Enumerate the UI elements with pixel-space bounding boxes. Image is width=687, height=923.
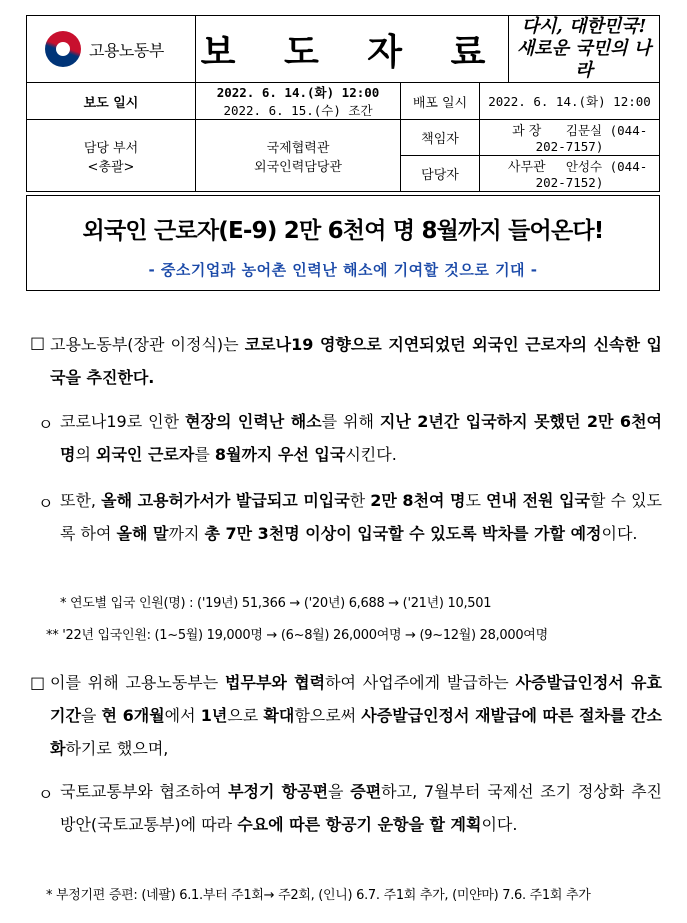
p3-marker: ㅇ bbox=[38, 494, 54, 513]
p2-text-a: 코로나19로 인한 bbox=[60, 412, 186, 431]
subheadline: - 중소기업과 농어촌 인력난 해소에 기여할 것으로 기대 - bbox=[148, 261, 538, 279]
ministry-name: 고용노동부 bbox=[89, 40, 164, 60]
p2-text-c: 를 위해 bbox=[321, 412, 380, 431]
p3-text-i: 까지 bbox=[168, 524, 205, 543]
p3-text-j: 총 7만 3천명 이상이 입국할 수 있도록 박차를 가할 예정 bbox=[204, 524, 602, 543]
p5-text-c: 을 bbox=[328, 782, 351, 801]
headline-box bbox=[26, 195, 660, 291]
p5-text-f: 수요에 따른 항공기 운항을 할 계획 bbox=[237, 815, 482, 834]
p2-text-d: 지난 2년간 입국하지 못했던 2만 6천여 명 bbox=[60, 412, 662, 464]
note-1: * 연도별 입국 인원(명) : ('19년) 51,366 → ('20년) 6,688 → ('21년) 10,501 bbox=[60, 596, 492, 611]
ministry-logo-cell bbox=[27, 16, 196, 83]
p2-text-e: 의 bbox=[75, 445, 97, 464]
p4-text-g: 에서 bbox=[164, 706, 201, 725]
p5-text-e: 하고, 7월부터 국제선 조기 정상화 추진방안(국토교통부)에 따라 bbox=[60, 782, 662, 834]
p4-text-l: 사증발급인정서 재발급에 따른 절차를 간소화 bbox=[50, 706, 663, 758]
slogan-line1: 다시, 대한민국! bbox=[521, 16, 647, 37]
manager-title: 과 장 bbox=[512, 124, 542, 139]
press-header-table bbox=[26, 15, 660, 192]
p4-text-e: 을 bbox=[80, 706, 102, 725]
p2-text-b: 현장의 인력난 해소 bbox=[185, 412, 322, 431]
paragraph-2 bbox=[60, 405, 662, 471]
dept-sub: <총괄> bbox=[87, 159, 135, 175]
p4-text-b: 법무부와 협력 bbox=[225, 673, 326, 692]
dept-label: 담당 부서 bbox=[83, 140, 139, 156]
release-datetime: 2022. 6. 14.(화) 12:00 bbox=[216, 85, 380, 100]
p4-text-f: 현 6개월 bbox=[101, 706, 165, 725]
contact-cell bbox=[480, 156, 660, 192]
p3-text-g: 할 수 있도록 하여 bbox=[60, 491, 663, 543]
p1-text-a: 고용노동부(장관 이정식)는 bbox=[50, 335, 245, 354]
paragraph-1 bbox=[50, 328, 662, 394]
p5-text-a: 국토교통부와 협조하여 bbox=[60, 782, 229, 801]
release-datetime-cell bbox=[196, 83, 401, 120]
p1-text-b: 코로나19 영향으로 지연되었던 외국인 근로자의 신속한 입국을 추진한다. bbox=[50, 335, 662, 387]
p4-text-h: 1년 bbox=[200, 706, 228, 725]
p3-text-k: 이다. bbox=[601, 524, 638, 543]
p4-text-m: 하기로 했으며, bbox=[65, 739, 169, 758]
distribution-datetime: 2022. 6. 14.(화) 12:00 bbox=[480, 83, 660, 120]
press-release-title: 보 도 자 료 bbox=[196, 16, 509, 83]
paragraph-4 bbox=[50, 666, 662, 765]
contact-label: 담당자 bbox=[401, 156, 480, 192]
p4-marker: □ bbox=[30, 673, 46, 692]
p4-text-i: 으로 bbox=[227, 706, 264, 725]
contact-name: 안성수 (044-202-7152) bbox=[535, 159, 648, 190]
p3-text-f: 연내 전원 입국 bbox=[486, 491, 590, 510]
p5-text-b: 부정기 항공편 bbox=[228, 782, 329, 801]
p2-text-g: 를 bbox=[194, 445, 215, 464]
manager-name: 김문실 (044-202-7157) bbox=[535, 123, 648, 154]
p3-text-h: 올해 말 bbox=[116, 524, 169, 543]
p3-text-b: 올해 고용허가서가 발급되고 미입국 bbox=[101, 491, 350, 510]
distribution-label: 배포 일시 bbox=[401, 83, 480, 120]
p4-text-j: 확대 bbox=[263, 706, 295, 725]
slogan-line2: 새로운 국민의 나라 bbox=[516, 38, 652, 81]
dept-name2: 외국인력담당관 bbox=[254, 159, 342, 175]
p2-marker: ㅇ bbox=[38, 415, 54, 434]
p3-text-d: 2만 8천여 명 bbox=[370, 491, 466, 510]
paragraph-5 bbox=[60, 775, 662, 841]
p5-text-d: 증편 bbox=[350, 782, 382, 801]
p2-text-f: 외국인 근로자 bbox=[96, 445, 195, 464]
headline: 외국인 근로자(E-9) 2만 6천여 명 8월까지 들어온다! bbox=[82, 218, 604, 244]
manager-cell bbox=[480, 120, 660, 156]
p2-text-h: 8월까지 우선 입국 bbox=[214, 445, 346, 464]
p5-marker: ㅇ bbox=[38, 785, 54, 804]
p4-text-k: 함으로써 bbox=[294, 706, 362, 725]
p3-text-c: 한 bbox=[349, 491, 371, 510]
p3-text-a: 또한, bbox=[60, 491, 102, 510]
manager-label: 책임자 bbox=[401, 120, 480, 156]
release-morning: 2022. 6. 15.(수) 조간 bbox=[223, 103, 373, 118]
government-emblem-icon bbox=[45, 31, 81, 67]
slogan-cell bbox=[509, 16, 660, 83]
paragraph-3 bbox=[60, 484, 662, 550]
dept-name-cell bbox=[196, 120, 401, 192]
release-label: 보도 일시 bbox=[27, 83, 196, 120]
p4-text-c: 하여 사업주에게 발급하는 bbox=[325, 673, 516, 692]
contact-title: 사무관 bbox=[507, 160, 546, 175]
note-2: ** '22년 입국인원: (1~5월) 19,000명 → (6~8월) 26,000여명 → (9~12월) 28,000여명 bbox=[46, 628, 548, 643]
p5-text-g: 이다. bbox=[481, 815, 518, 834]
p4-text-d: 사증발급인정서 유효기간 bbox=[50, 673, 662, 725]
dept-name1: 국제협력관 bbox=[266, 140, 330, 156]
dept-label-cell bbox=[27, 120, 196, 192]
p2-text-i: 시킨다. bbox=[345, 445, 397, 464]
note-3: * 부정기편 증편: (네팔) 6.1.부터 주1회→ 주2회, (인니) 6.7. 주1회 추가, (미얀마) 7.6. 주1회 추가 bbox=[46, 888, 591, 903]
p3-text-e: 도 bbox=[465, 491, 487, 510]
p1-marker: □ bbox=[30, 333, 46, 352]
p4-text-a: 이를 위해 고용노동부는 bbox=[50, 673, 226, 692]
